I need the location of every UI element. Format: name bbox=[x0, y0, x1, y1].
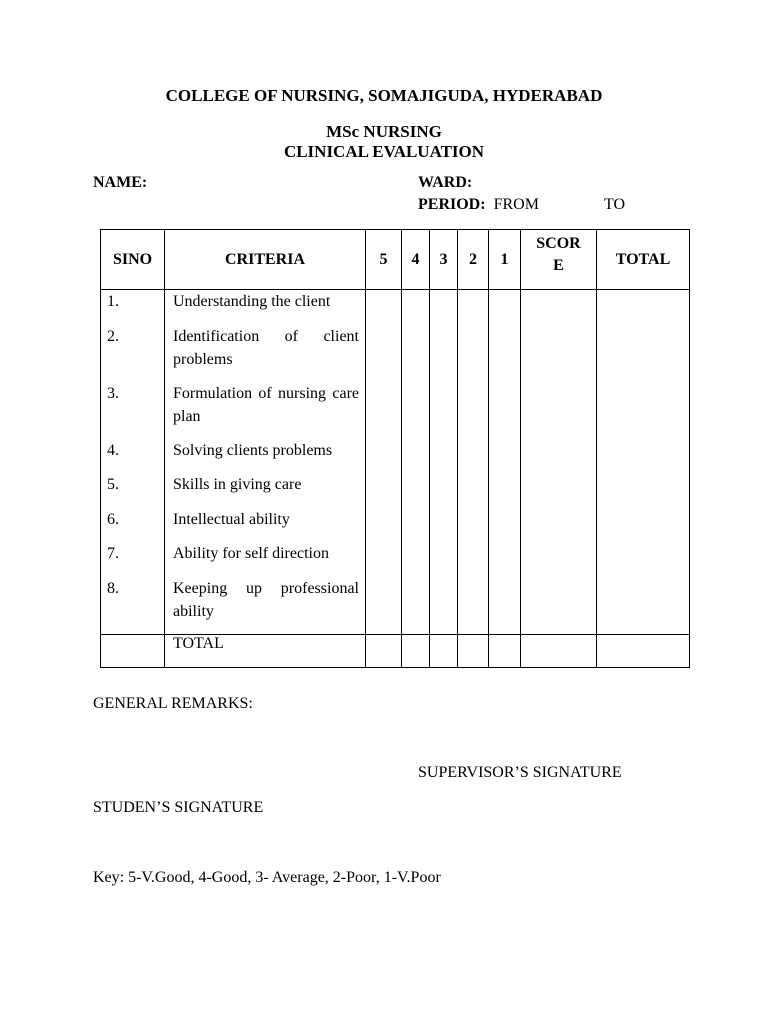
evaluation-table bbox=[100, 229, 690, 668]
supervisor-signature-label: SUPERVISOR’S SIGNATURE bbox=[418, 764, 622, 781]
score-cell[interactable] bbox=[521, 290, 597, 635]
total-rating-4-cell[interactable] bbox=[402, 634, 430, 667]
total-rating-5-cell[interactable] bbox=[366, 634, 402, 667]
total-rating-3-cell[interactable] bbox=[430, 634, 458, 667]
from-label: FROM bbox=[493, 196, 539, 213]
sino-8: 8. bbox=[107, 579, 119, 597]
total-label-cell bbox=[165, 634, 366, 667]
name-label: NAME: bbox=[93, 174, 148, 191]
criteria-rows bbox=[101, 290, 690, 635]
rating-2-header: 2 bbox=[458, 230, 489, 290]
score-header: SCORE bbox=[521, 230, 597, 290]
sino-5: 5. bbox=[107, 476, 119, 493]
total-row bbox=[101, 634, 690, 667]
total-rating-2-cell[interactable] bbox=[458, 634, 489, 667]
criteria-4: Solving clients problems bbox=[173, 441, 333, 459]
criteria-header: CRITERIA bbox=[165, 230, 366, 290]
form-subtitle: CLINICAL EVALUATION bbox=[283, 142, 485, 161]
rating-3-header: 3 bbox=[430, 230, 458, 290]
criteria-5: Skills in giving care bbox=[173, 476, 302, 493]
sino-header: SINO bbox=[101, 230, 165, 290]
criteria-8: Keeping up professional ability bbox=[173, 579, 359, 620]
criteria-1: Understanding the client bbox=[173, 293, 331, 310]
rating-3-cell[interactable] bbox=[430, 290, 458, 635]
total-score-cell[interactable] bbox=[521, 634, 597, 667]
sino-column bbox=[101, 290, 165, 635]
rating-1-cell[interactable] bbox=[489, 290, 521, 635]
rating-5-cell[interactable] bbox=[366, 290, 402, 635]
rating-4-header: 4 bbox=[402, 230, 430, 290]
total-rating-1-cell[interactable] bbox=[489, 634, 521, 667]
rating-4-cell[interactable] bbox=[402, 290, 430, 635]
sino-7: 7. bbox=[107, 545, 119, 562]
criteria-6: Intellectual ability bbox=[173, 510, 290, 528]
sino-1: 1. bbox=[107, 293, 119, 310]
page-title: COLLEGE OF NURSING, SOMAJIGUDA, HYDERABAD bbox=[165, 86, 603, 105]
criteria-column bbox=[165, 290, 366, 635]
table-header-row bbox=[101, 230, 690, 290]
general-remarks-label: GENERAL REMARKS: bbox=[93, 695, 253, 712]
total-label: TOTAL bbox=[173, 634, 224, 652]
student-signature-label: STUDEN’S SIGNATURE bbox=[93, 799, 264, 816]
total-header: TOTAL bbox=[597, 230, 690, 290]
criteria-7: Ability for self direction bbox=[173, 545, 329, 562]
sino-6: 6. bbox=[107, 510, 119, 528]
criteria-3: Formulation of nursing care plan bbox=[173, 384, 359, 425]
ward-label: WARD: bbox=[418, 174, 473, 191]
total-sino-cell bbox=[101, 634, 165, 667]
rating-1-header: 1 bbox=[489, 230, 521, 290]
sino-3: 3. bbox=[107, 384, 119, 402]
rating-2-cell[interactable] bbox=[458, 290, 489, 635]
total-cell[interactable] bbox=[597, 290, 690, 635]
criteria-2: Identification of client problems bbox=[173, 327, 359, 368]
grand-total-cell[interactable] bbox=[597, 634, 690, 667]
program-subtitle: MSc NURSING bbox=[326, 122, 442, 141]
period-line bbox=[418, 196, 626, 214]
sino-4: 4. bbox=[107, 441, 119, 459]
period-label: PERIOD: bbox=[418, 196, 486, 213]
rating-5-header: 5 bbox=[366, 230, 402, 290]
sino-2: 2. bbox=[107, 327, 119, 345]
to-label: TO bbox=[604, 196, 626, 213]
rating-key: Key: 5-V.Good, 4-Good, 3- Average, 2-Poor, 1-V.Poor bbox=[93, 869, 441, 886]
